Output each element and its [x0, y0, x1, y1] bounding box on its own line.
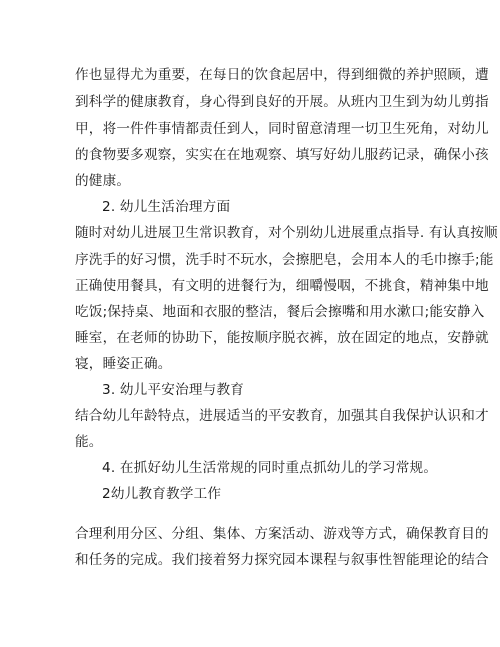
paragraph-line: 甲，将一件件事情都责任到人，同时留意清理一切卫生死角，对幼儿 [75, 121, 489, 137]
section-heading: 2幼儿教育教学工作 [102, 486, 222, 502]
paragraph-line: 吃饭;保持桌、地面和衣服的整洁，餐后会擦嘴和用水漱口;能安静入 [75, 304, 485, 320]
paragraph-line: 和任务的完成。我们接着努力探究园本课程与叙事性智能理论的结合 [75, 552, 489, 568]
section-heading: 2. 幼儿生活治理方面 [102, 199, 231, 215]
paragraph-line: 睡室，在老师的协助下，能按顺序脱衣裤，放在固定的地点，安静就 [75, 330, 489, 346]
paragraph-line: 作也显得尤为重要，在每日的饮食起居中，得到细微的养护照顾，遭 [75, 67, 489, 83]
paragraph-line: 结合幼儿年龄特点，进展适当的平安教育，加强其自我保护认识和才 [75, 408, 489, 424]
section-heading: 3. 幼儿平安治理与教育 [102, 382, 245, 398]
paragraph-line: 正确使用餐具，有文明的进餐行为，细嚼慢咽，不挑食，精神集中地 [75, 278, 489, 294]
paragraph-line: 合理利用分区、分组、集体、方案活动、游戏等方式，确保教育目的 [75, 526, 489, 542]
paragraph-line: 的健康。 [75, 173, 131, 189]
paragraph-line: 序洗手的好习惯，洗手时不玩水，会擦肥皂，会用本人的毛巾擦手;能 [75, 252, 494, 268]
section-heading: 4. 在抓好幼儿生活常规的同时重点抓幼儿的学习常规。 [102, 460, 438, 476]
paragraph-line: 寝，睡姿正确。 [75, 356, 172, 372]
paragraph-line: 到科学的健康教育，身心得到良好的开展。从班内卫生到为幼儿剪指 [75, 94, 489, 110]
paragraph-line: 的食物要多观察，实实在在地观察、填写好幼儿服药记录，确保小孩 [75, 147, 489, 163]
paragraph-line: 随时对幼儿进展卫生常识教育，对个别幼儿进展重点指导. 有认真按顺 [75, 225, 498, 241]
paragraph-line: 能。 [75, 434, 103, 450]
